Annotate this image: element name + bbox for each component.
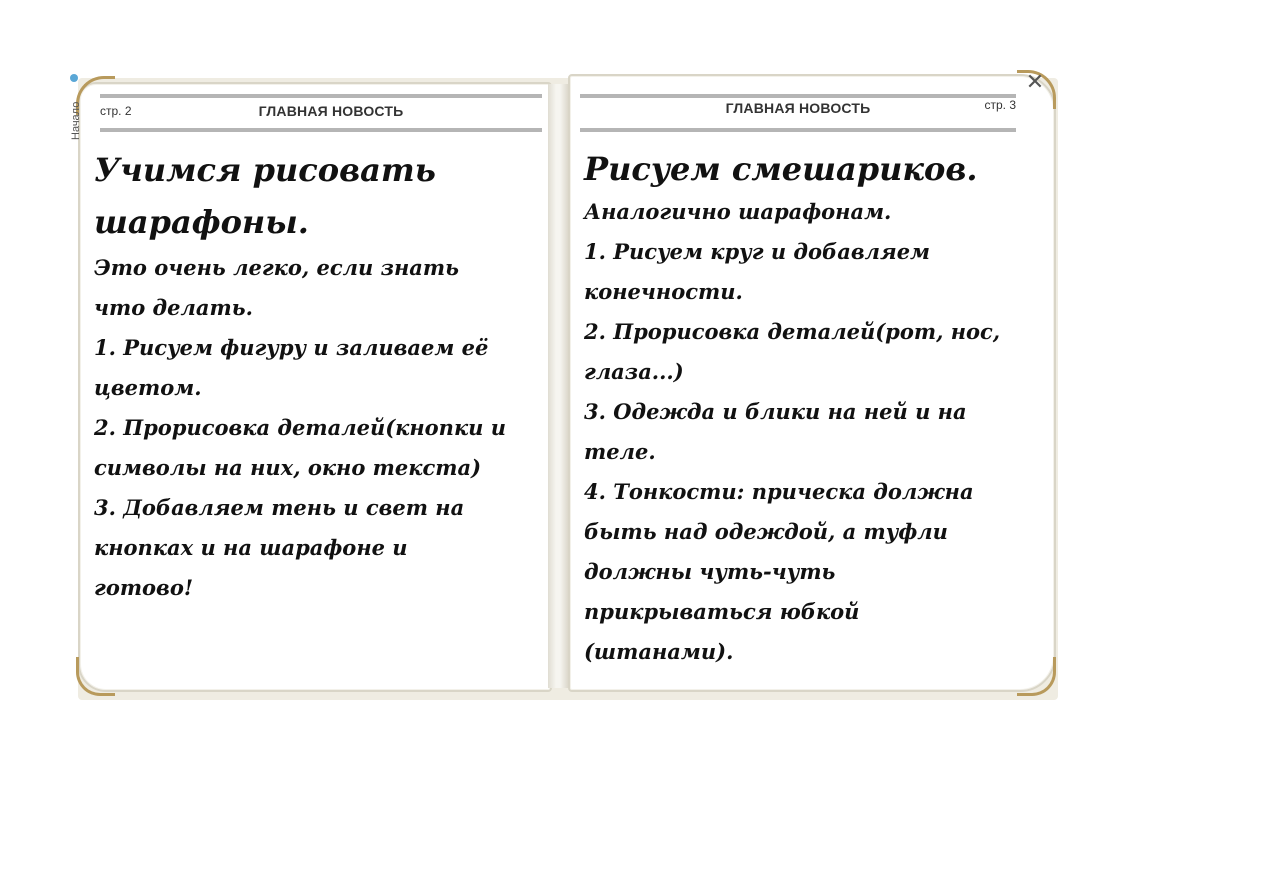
article-text-line: 1. Рисуем фигуру и заливаем её [94, 335, 489, 360]
right-article [584, 146, 1034, 672]
side-tab-start[interactable]: Начало [70, 101, 82, 140]
article-text-line: 3. Одежда и блики на ней и на [584, 399, 967, 424]
page-number-left: стр. 2 [100, 104, 132, 118]
article-text-line: теле. [584, 439, 656, 464]
article-text-line: Аналогично шарафонам. [584, 199, 892, 224]
article-text-line: быть над одеждой, а туфли [584, 519, 948, 544]
article-text-line: что делать. [94, 295, 253, 320]
article-title-line: Рисуем смешариков. [584, 150, 978, 188]
article-text-line: конечности. [584, 279, 743, 304]
section-title-right: ГЛАВНАЯ НОВОСТЬ [725, 100, 871, 116]
article-text-line: цветом. [94, 375, 202, 400]
article-title-line: Учимся рисовать [94, 151, 436, 189]
left-article [94, 144, 546, 608]
article-text-line: готово! [94, 575, 194, 600]
newspaper-book [72, 70, 1062, 702]
article-text-line: (штанами). [584, 639, 734, 664]
book-spine [548, 84, 568, 688]
close-icon[interactable]: ✕ [1025, 70, 1045, 95]
article-text-line: Это очень легко, если знать [94, 255, 459, 280]
article-text-line: 4. Тонкости: прическа должна [584, 479, 974, 504]
right-page-header [580, 94, 1016, 132]
article-title-line: шарафоны. [94, 203, 309, 241]
article-text-line: 2. Прорисовка деталей(рот, нос, [584, 319, 1001, 344]
article-text-line: должны чуть-чуть [584, 559, 836, 584]
article-text-line: 1. Рисуем круг и добавляем [584, 239, 931, 264]
article-text-line: прикрываться юбкой [584, 599, 860, 624]
article-text-line: глаза...) [584, 359, 684, 384]
article-text-line: кнопках и на шарафоне и [94, 535, 408, 560]
article-text-line: 3. Добавляем тень и свет на [94, 495, 465, 520]
article-text-line: символы на них, окно текста) [94, 455, 482, 480]
left-page-header [100, 94, 542, 132]
page-number-right: стр. 3 [984, 98, 1016, 112]
section-title-left: ГЛАВНАЯ НОВОСТЬ [258, 103, 404, 119]
article-text-line: 2. Прорисовка деталей(кнопки и [94, 415, 507, 440]
